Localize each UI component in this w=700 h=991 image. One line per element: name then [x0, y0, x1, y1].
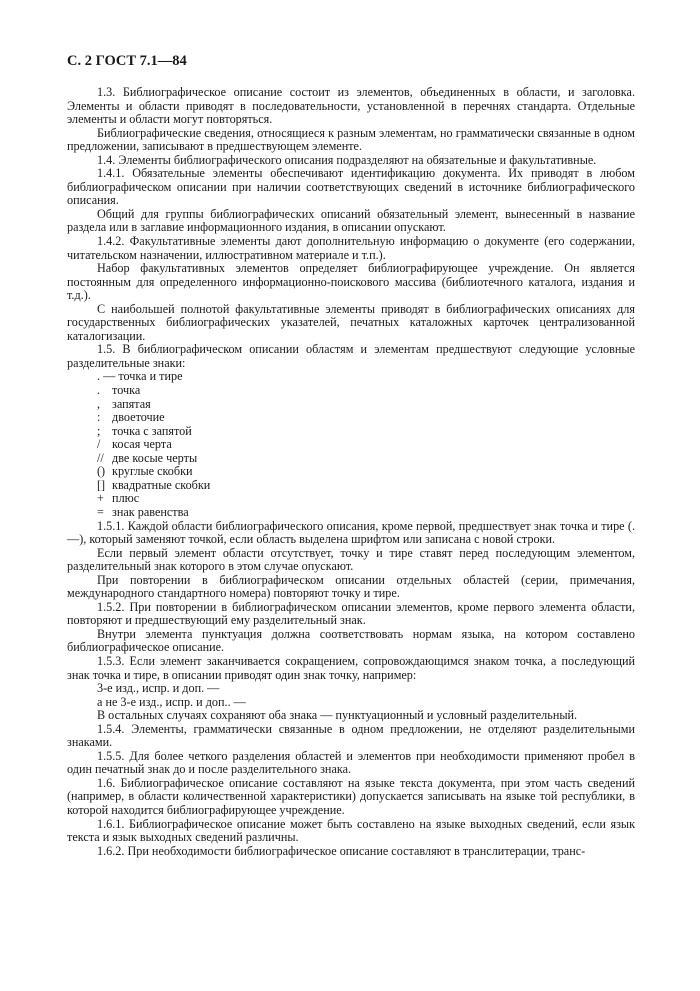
sign-name: двоеточие	[112, 410, 165, 425]
paragraph-1-5: 1.5. В библиографическом описании областям и элементам предшествуют следующие условные разделительные знаки:	[67, 342, 635, 370]
paragraph-optional-fullness: С наибольшей полнотой факультативные элементы приводят в библиографических описаниях для государственных библиографических указателей, печатных каталожных карточек централизованной каталогизации.	[67, 301, 635, 343]
page-header: С. 2 ГОСТ 7.1—84	[67, 53, 187, 69]
sign-symbol: ()	[97, 464, 106, 479]
paragraph-bib-info: Библиографические сведения, относящиеся к разным элементам, но грамматически связанные в одном предложении, записывают в предшествующем элементе.	[67, 125, 635, 154]
sign-name: точка и тире	[118, 369, 183, 384]
sign-item	[67, 506, 635, 520]
sign-symbol: //	[97, 450, 104, 465]
document-body	[67, 86, 635, 858]
paragraph-missing-first-element: Если первый элемент области отсутствует, точку и тире ставят перед последующим элементом, разделительный знак которого в этом случае опускают.	[67, 545, 635, 574]
paragraph-optional-set: Набор факультативных элементов определяет библиографирующее учреждение. Он является постоянным для определенного информационно-поискового массива (библиотечного каталога, издания и т.д.).	[67, 261, 635, 303]
sign-item	[67, 465, 635, 479]
paragraph-1-5-4: 1.5.4. Элементы, грамматически связанные в одном предложении, не отделяют разделительными знаками.	[67, 721, 635, 750]
sign-symbol: ,	[97, 396, 101, 411]
paragraph-1-6-2: 1.6.2. При необходимости библиографическое описание составляют в транслитерации, транс-	[97, 843, 586, 858]
sign-item	[67, 398, 635, 412]
sign-item	[67, 438, 635, 452]
sign-item	[67, 479, 635, 493]
paragraph-common-element: Общий для группы библиографических описаний обязательный элемент, вынесенный в название раздела или в заглавие информационного издания, в описании опускают.	[67, 206, 635, 235]
sign-symbol: []	[97, 477, 106, 492]
paragraph-1-6-1: 1.6.1. Библиографическое описание может быть составлено на языке выходных сведений, если язык текста и язык выходных сведений различны.	[67, 816, 635, 845]
sign-symbol: ;	[97, 423, 101, 438]
paragraph-1-4-2: 1.4.2. Факультативные элементы дают дополнительную информацию о документе (его содержании, читательском назначении, иллюстративном материале и т.п.).	[67, 234, 635, 262]
sign-name: запятая	[112, 396, 151, 411]
separator-sign-list	[67, 370, 635, 519]
sign-name: точка	[112, 383, 141, 398]
sign-symbol: +	[97, 491, 104, 506]
sign-name: две косые черты	[112, 450, 198, 465]
paragraph-1-4-1: 1.4.1. Обязательные элементы обеспечивают идентификацию документа. Их приводят в любом библиографическом описании при наличии соответствующих сведений в источнике библиографического описания.	[67, 166, 635, 208]
sign-item	[67, 452, 635, 466]
sign-name: точка с запятой	[112, 423, 192, 438]
paragraph-punctuation: Внутри элемента пунктуация должна соответствовать нормам языка, на котором составлено библиографическое описание.	[67, 626, 635, 655]
sign-symbol: /	[97, 437, 101, 452]
sign-name: плюс	[112, 491, 140, 506]
sign-item	[67, 370, 635, 384]
example-correct: 3-е изд., испр. и доп. —	[97, 681, 220, 696]
sign-name: знак равенства	[112, 504, 189, 519]
sign-symbol: =	[97, 504, 104, 519]
paragraph-1-3: 1.3. Библиографическое описание состоит из элементов, объединенных в области, и заголовка. Элементы и области приводят в последовательности, установленной в перечнях стандарта. Отдельные элементы и области могут повторяться.	[67, 85, 635, 127]
paragraph-1-5-3: 1.5.3. Если элемент заканчивается сокращением, сопровождающимся знаком точка, а последующий знак точка и тире, в описании приводят один знак точку, например:	[67, 653, 635, 682]
sign-symbol: . —	[97, 369, 116, 384]
sign-symbol: :	[97, 410, 101, 425]
sign-item	[67, 384, 635, 398]
paragraph-1-6: 1.6. Библиографическое описание составляют на языке текста документа, при этом часть сведений (например, в области количественной характеристики) допускается записывать на языке той республики, в которой находится библиографирующее учреждение.	[67, 775, 635, 817]
sign-item	[67, 411, 635, 425]
sign-item	[67, 492, 635, 506]
paragraph-1-5-2: 1.5.2. При повторении в библиографическом описании элементов, кроме первого элемента области, повторяют и предшествующий ему разделительный знак.	[67, 599, 635, 628]
paragraph-1-5-1: 1.5.1. Каждой области библиографического описания, кроме первой, предшествует знак точка и тире (. —), который заменяют точкой, если область выделена шрифтом или записана с новой строки.	[67, 518, 635, 547]
sign-symbol: .	[97, 383, 101, 398]
sign-name: круглые скобки	[112, 464, 193, 479]
paragraph-1-5-5: 1.5.5. Для более четкого разделения областей и элементов при необходимости применяют пробел в один печатный знак до и после разделительного знака.	[67, 748, 635, 777]
paragraph-other-cases: В остальных случаях сохраняют оба знака — пунктуационный и условный разделительный.	[97, 708, 578, 723]
sign-name: косая черта	[112, 437, 172, 452]
example-incorrect: а не 3-е изд., испр. и доп.. —	[97, 694, 246, 709]
sign-item	[67, 425, 635, 439]
sign-name: квадратные скобки	[112, 477, 211, 492]
paragraph-1-4: 1.4. Элементы библиографического описания подразделяют на обязательные и факультативные.	[97, 152, 597, 167]
paragraph-repeat-areas: При повторении в библиографическом описании отдельных областей (серии, примечания, международного стандартного номера) повторяют точку и тире.	[67, 572, 635, 601]
